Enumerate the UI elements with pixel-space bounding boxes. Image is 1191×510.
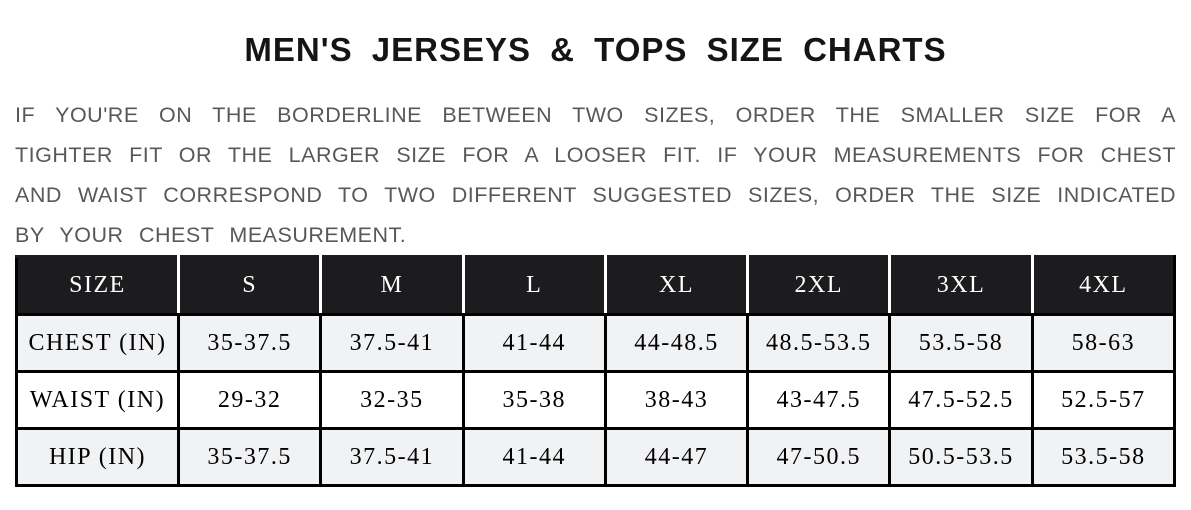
sizing-advice-paragraph — [15, 95, 1176, 255]
row-label-waist: WAIST (IN) — [17, 372, 179, 429]
size-chart-table — [15, 255, 1176, 487]
col-header-xl: XL — [605, 257, 747, 315]
row-label-chest: CHEST (IN) — [17, 315, 179, 372]
waist-value-cell: 38-43 — [605, 372, 747, 429]
chest-value-cell: 44-48.5 — [605, 315, 747, 372]
chest-value-cell: 37.5-41 — [321, 315, 463, 372]
hip-value-cell: 44-47 — [605, 429, 747, 486]
waist-value-cell: 47.5-52.5 — [890, 372, 1032, 429]
col-header-l: L — [463, 257, 605, 315]
hip-value-cell: 53.5-58 — [1032, 429, 1174, 486]
col-header-3xl: 3XL — [890, 257, 1032, 315]
intro-line-4: BY YOUR CHEST MEASUREMENT. — [15, 223, 407, 247]
intro-line-3: AND WAIST CORRESPOND TO TWO DIFFERENT SUGGESTED SIZES, ORDER THE SIZE INDICATED — [15, 183, 1176, 207]
chest-value-cell: 48.5-53.5 — [748, 315, 890, 372]
table-row-waist — [17, 372, 1175, 429]
waist-value-cell: 35-38 — [463, 372, 605, 429]
waist-value-cell: 29-32 — [179, 372, 321, 429]
col-header-s: S — [179, 257, 321, 315]
table-header-row — [17, 257, 1175, 315]
chest-value-cell: 53.5-58 — [890, 315, 1032, 372]
waist-value-cell: 52.5-57 — [1032, 372, 1174, 429]
col-header-4xl: 4XL — [1032, 257, 1174, 315]
page-title: MEN'S JERSEYS & TOPS SIZE CHARTS — [244, 31, 947, 68]
chest-value-cell: 41-44 — [463, 315, 605, 372]
col-header-m: M — [321, 257, 463, 315]
col-header-size: SIZE — [17, 257, 179, 315]
intro-line-2: TIGHTER FIT OR THE LARGER SIZE FOR A LOOSER FIT. IF YOUR MEASUREMENTS FOR CHEST — [15, 143, 1176, 167]
waist-value-cell: 43-47.5 — [748, 372, 890, 429]
hip-value-cell: 41-44 — [463, 429, 605, 486]
row-label-hip: HIP (IN) — [17, 429, 179, 486]
chest-value-cell: 58-63 — [1032, 315, 1174, 372]
hip-value-cell: 50.5-53.5 — [890, 429, 1032, 486]
hip-value-cell: 35-37.5 — [179, 429, 321, 486]
col-header-2xl: 2XL — [748, 257, 890, 315]
waist-value-cell: 32-35 — [321, 372, 463, 429]
hip-value-cell: 37.5-41 — [321, 429, 463, 486]
table-row-hip — [17, 429, 1175, 486]
table-row-chest — [17, 315, 1175, 372]
intro-line-1: IF YOU'RE ON THE BORDERLINE BETWEEN TWO SIZES, ORDER THE SMALLER SIZE FOR A — [15, 103, 1176, 127]
hip-value-cell: 47-50.5 — [748, 429, 890, 486]
chest-value-cell: 35-37.5 — [179, 315, 321, 372]
